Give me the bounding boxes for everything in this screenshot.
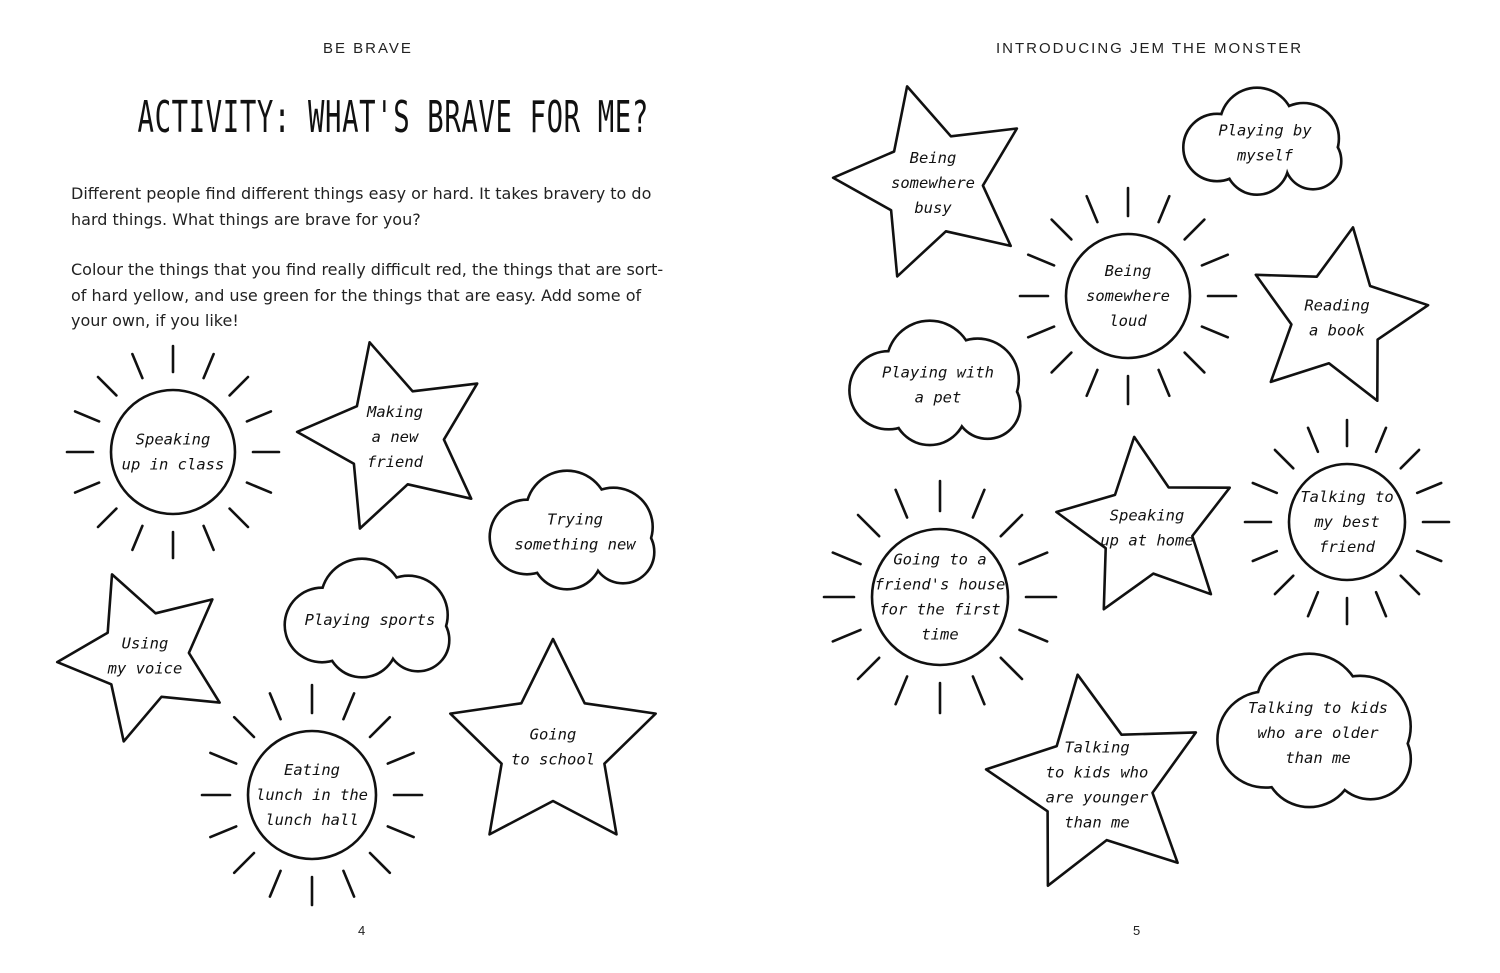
shape-label-line: friend [1319, 538, 1375, 556]
shape-label-line: up at home [1100, 531, 1194, 550]
left-cloud-shape[interactable] [286, 560, 448, 676]
right-sun-shape[interactable] [1020, 188, 1236, 404]
shape-label-line: busy [914, 199, 952, 217]
shape-label-line: Talking to [1300, 488, 1394, 506]
shape-label-line: Speaking [135, 430, 211, 449]
right-cloud-shape[interactable] [1185, 89, 1340, 193]
running-head: INTRODUCING JEM THE MONSTER [996, 40, 1304, 57]
shape-label-line: Trying [547, 510, 603, 529]
shape-label-line: Going to a [893, 550, 987, 569]
right-sun-shape[interactable] [1245, 420, 1449, 624]
shape-label-line: than me [1285, 749, 1351, 767]
shape-label-line: Playing by [1218, 121, 1312, 140]
shape-label-line: than me [1064, 813, 1130, 832]
shape-label-line: to kids who [1045, 763, 1149, 782]
left-star-shape[interactable] [450, 639, 655, 834]
shape-label-line: Eating [284, 761, 340, 779]
instructions-paragraph: Colour the things that you find really difficult red, the things that are sort-of hard yellow, and use green for the things that are easy. Add some of your own, if you like! [71, 260, 664, 330]
right-star-shape[interactable] [833, 86, 1017, 276]
shape-label-line: Playing sports [304, 611, 436, 629]
shape-label-line: lunch in the [256, 786, 368, 804]
right-star-shape[interactable] [1256, 227, 1428, 400]
left-sun-shape[interactable] [202, 685, 422, 905]
shape-label-line: to school [511, 750, 595, 769]
shape-label-line: who are older [1257, 724, 1379, 742]
left-star-shape[interactable] [297, 342, 477, 528]
shape-label-line: Talking to kids [1248, 699, 1388, 717]
shape-label-line: myself [1237, 146, 1293, 165]
shape-label-line: somewhere [891, 174, 975, 192]
shape-label-line: friend [367, 453, 423, 471]
shape-label-line: friend's house [874, 575, 1006, 594]
shape-label-line: a pet [914, 388, 962, 407]
right-cloud-shape[interactable] [1219, 655, 1410, 806]
left-star-shape[interactable] [57, 574, 219, 741]
shape-label-line: a book [1309, 321, 1365, 340]
intro-paragraph: Different people find different things easy or hard. It takes bravery to do hard things. What things are brave for you? [71, 184, 652, 229]
shape-label-line: something new [514, 535, 636, 554]
shape-label-line: Making [367, 403, 423, 421]
right-star-shape[interactable] [1056, 437, 1229, 609]
shape-label-line: up in class [121, 455, 225, 474]
right-sun-shape[interactable] [824, 481, 1056, 713]
shape-label-line: time [921, 625, 959, 644]
page-number: 5 [1133, 923, 1141, 938]
shape-label-line: loud [1109, 312, 1147, 330]
left-sun-shape[interactable] [67, 346, 279, 558]
shape-label-line: somewhere [1086, 287, 1170, 305]
shape-label-line: Being [1104, 262, 1152, 280]
right-star-shape[interactable] [986, 675, 1196, 886]
left-cloud-shape[interactable] [491, 472, 653, 588]
shape-label-line: Reading [1304, 296, 1370, 315]
right-cloud-shape[interactable] [851, 322, 1019, 444]
shape-label-line: Talking [1064, 738, 1130, 757]
shape-label-line: Going [529, 725, 577, 744]
shape-label-line: a new [371, 428, 419, 446]
activity-title: ACTIVITY: WHAT'S BRAVE FOR ME? [137, 92, 649, 143]
shape-label-line: Using [121, 634, 169, 653]
shape-label-line: for the first [879, 600, 1001, 619]
shape-label-line: lunch hall [265, 811, 359, 829]
shape-label-line: Being [909, 149, 957, 167]
running-head: BE BRAVE [323, 40, 413, 57]
shape-label-line: my best [1314, 513, 1380, 531]
shape-label-line: my voice [107, 659, 183, 678]
shape-label-line: are younger [1045, 788, 1149, 807]
page-number: 4 [358, 923, 366, 938]
shape-label-line: Speaking [1109, 506, 1185, 525]
shape-label-line: Playing with [882, 363, 994, 382]
